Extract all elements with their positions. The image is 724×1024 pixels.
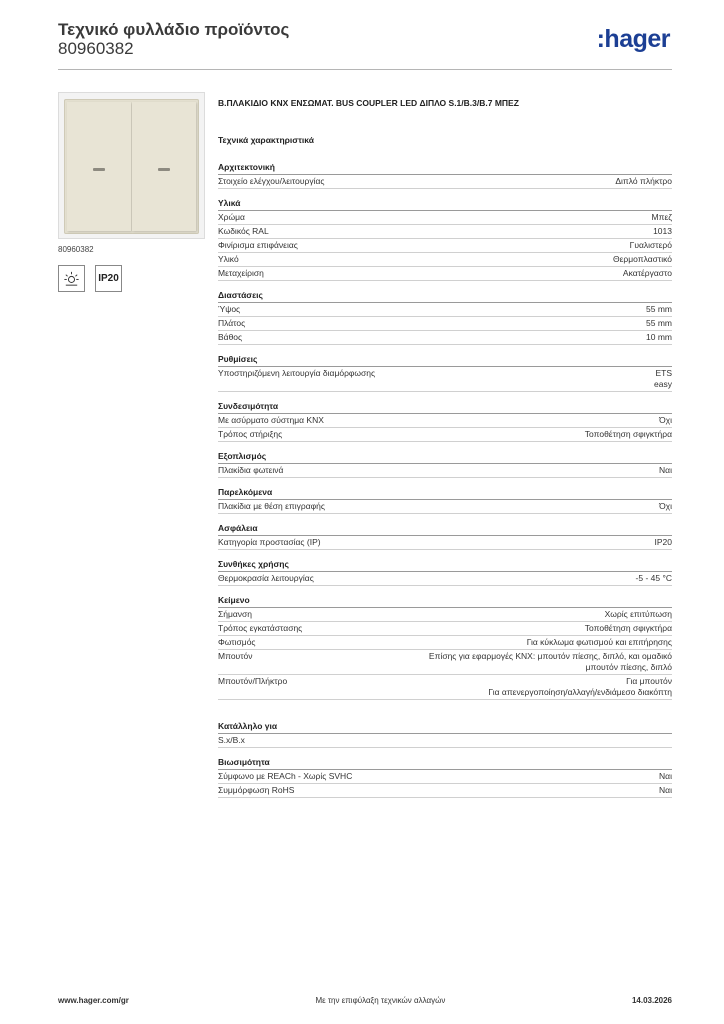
spec-row	[218, 500, 672, 514]
spec-label: Πλάτος	[218, 318, 246, 328]
spec-label: Κατηγορία προστασίας (IP)	[218, 537, 321, 547]
spec-label: Θερμοκρασία λειτουργίας	[218, 573, 314, 583]
section-title: Αρχιτεκτονική	[218, 162, 672, 175]
spec-row	[218, 267, 672, 281]
product-panel	[58, 92, 205, 292]
section-title: Κατάλληλο για	[218, 721, 672, 734]
spec-row	[218, 622, 672, 636]
spec-row	[218, 239, 672, 253]
spec-value: Ακατέργαστο	[622, 268, 672, 278]
spec-section	[218, 595, 672, 700]
spec-value: IP20	[654, 537, 672, 547]
section-title: Συνδεσιμότητα	[218, 401, 672, 414]
spec-label: Πλακίδια με θέση επιγραφής	[218, 501, 325, 511]
section-title: Συνθήκες χρήσης	[218, 559, 672, 572]
footer-date: 14.03.2026	[631, 996, 672, 1005]
section-title: Παρελκόμενα	[218, 487, 672, 500]
spec-label: S.x/B.x	[218, 735, 245, 745]
footer-website[interactable]: www.hager.com/gr	[58, 996, 129, 1005]
spec-section	[218, 451, 672, 478]
spec-value: Διπλό πλήκτρο	[615, 176, 672, 186]
spec-section	[218, 721, 672, 748]
spec-heading: Τεχνικά χαρακτηριστικά	[218, 135, 314, 145]
spec-row	[218, 734, 672, 748]
spec-row	[218, 675, 672, 700]
spec-value: Χωρίς επιτύπωση	[604, 609, 672, 619]
section-title: Ασφάλεια	[218, 523, 672, 536]
spec-section	[218, 290, 672, 345]
hager-logo: :hager	[596, 25, 670, 53]
section-gap	[218, 709, 672, 721]
spec-value: Γυαλιστερό	[629, 240, 672, 250]
spec-label: Ύψος	[218, 304, 241, 314]
spec-value: 55 mm	[646, 318, 672, 328]
spec-row	[218, 464, 672, 478]
spec-label: Φωτισμός	[218, 637, 256, 647]
spec-section	[218, 162, 672, 189]
spec-value: Θερμοπλαστικό	[612, 254, 672, 264]
led-lamp-icon	[58, 265, 85, 292]
spec-label: Κωδικός RAL	[218, 226, 269, 236]
spec-row	[218, 175, 672, 189]
led-indicator	[158, 168, 170, 171]
ip-rating-badge: IP20	[95, 265, 122, 292]
spec-row	[218, 367, 672, 392]
spec-row	[218, 303, 672, 317]
spec-value: Για κύκλωμα φωτισμού και επιτήρησης	[526, 637, 672, 647]
spec-section	[218, 198, 672, 281]
spec-value: Ναι	[659, 785, 672, 795]
right-rocker	[132, 102, 196, 231]
spec-value: Επίσης για εφαρμογές KNX: μπουτόν πίεσης, διπλό, και ομαδικό μπουτόν πίεσης, διπλό	[428, 651, 672, 672]
section-title: Υλικά	[218, 198, 672, 211]
feature-icons	[58, 265, 205, 292]
image-code: 80960382	[58, 245, 94, 254]
section-title: Βιωσιμότητα	[218, 757, 672, 770]
spec-row	[218, 536, 672, 550]
spec-label: Στοιχείο ελέγχου/λειτουργίας	[218, 176, 325, 186]
spec-value: Για μπουτόν Για απενεργοποίηση/αλλαγή/ενδιάμεσο διακόπτη	[488, 676, 672, 697]
page-header	[58, 20, 672, 70]
spec-value: ETS easy	[654, 368, 672, 389]
spec-value: 10 mm	[646, 332, 672, 342]
spec-value: 1013	[653, 226, 672, 236]
spec-value: Όχι	[659, 415, 672, 425]
spec-label: Συμμόρφωση RoHS	[218, 785, 295, 795]
product-image	[58, 92, 205, 239]
spec-row	[218, 572, 672, 586]
spec-section	[218, 559, 672, 586]
spec-label: Τρόπος στήριξης	[218, 429, 283, 439]
spec-row	[218, 331, 672, 345]
spec-row	[218, 650, 672, 675]
spec-row	[218, 770, 672, 784]
spec-row	[218, 225, 672, 239]
spec-label: Βάθος	[218, 332, 243, 342]
spec-row	[218, 211, 672, 225]
footer-note: Με την επιφύλαξη τεχνικών αλλαγών	[315, 996, 446, 1005]
spec-row	[218, 253, 672, 267]
section-title: Ρυθμίσεις	[218, 354, 672, 367]
product-title: Β.ΠΛΑΚΙΔΙΟ KNX ΕΝΣΩΜΑΤ. BUS COUPLER LED ΔΙΠΛΟ S.1/B.3/B.7 ΜΠΕΖ	[218, 98, 519, 108]
spec-row	[218, 414, 672, 428]
spec-label: Υποστηριζόμενη λειτουργία διαμόρφωσης	[218, 368, 376, 378]
led-indicator	[93, 168, 105, 171]
spec-label: Πλακίδια φωτεινά	[218, 465, 284, 475]
spec-row	[218, 428, 672, 442]
spec-value: Τοποθέτηση σφιγκτήρα	[584, 623, 672, 633]
spec-label: Χρώμα	[218, 212, 245, 222]
spec-label: Σήμανση	[218, 609, 253, 619]
spec-label: Μπουτόν	[218, 651, 253, 661]
spec-section	[218, 523, 672, 550]
spec-value: Ναι	[659, 771, 672, 781]
spec-section	[218, 354, 672, 392]
spec-label: Υλικό	[218, 254, 239, 264]
section-title: Εξοπλισμός	[218, 451, 672, 464]
spec-label: Σύμφωνο με REACh - Χωρίς SVHC	[218, 771, 353, 781]
spec-value: Τοποθέτηση σφιγκτήρα	[584, 429, 672, 439]
spec-sections	[218, 162, 672, 798]
switch-plate	[64, 99, 199, 234]
spec-label: Φινίρισμα επιφάνειας	[218, 240, 298, 250]
spec-value: -5 - 45 °C	[635, 573, 672, 583]
section-title: Διαστάσεις	[218, 290, 672, 303]
spec-section	[218, 487, 672, 514]
spec-row	[218, 317, 672, 331]
spec-row	[218, 636, 672, 650]
spec-section	[218, 401, 672, 442]
spec-panel	[218, 98, 672, 807]
spec-label: Με ασύρματο σύστημα KNX	[218, 415, 324, 425]
left-rocker	[67, 102, 131, 231]
spec-label: Μεταχείριση	[218, 268, 264, 278]
spec-label: Τρόπος εγκατάστασης	[218, 623, 303, 633]
spec-value: 55 mm	[646, 304, 672, 314]
spec-value: Ναι	[659, 465, 672, 475]
section-title: Κείμενο	[218, 595, 672, 608]
page-footer	[58, 996, 672, 1005]
document-code: 80960382	[58, 39, 134, 58]
document-title: Τεχνικό φυλλάδιο προϊόντος	[58, 20, 290, 39]
spec-value: Όχι	[659, 501, 672, 511]
spec-row	[218, 608, 672, 622]
spec-label: Μπουτόν/Πλήκτρο	[218, 676, 288, 686]
spec-value: Μπεζ	[651, 212, 672, 222]
spec-row	[218, 784, 672, 798]
spec-section	[218, 757, 672, 798]
